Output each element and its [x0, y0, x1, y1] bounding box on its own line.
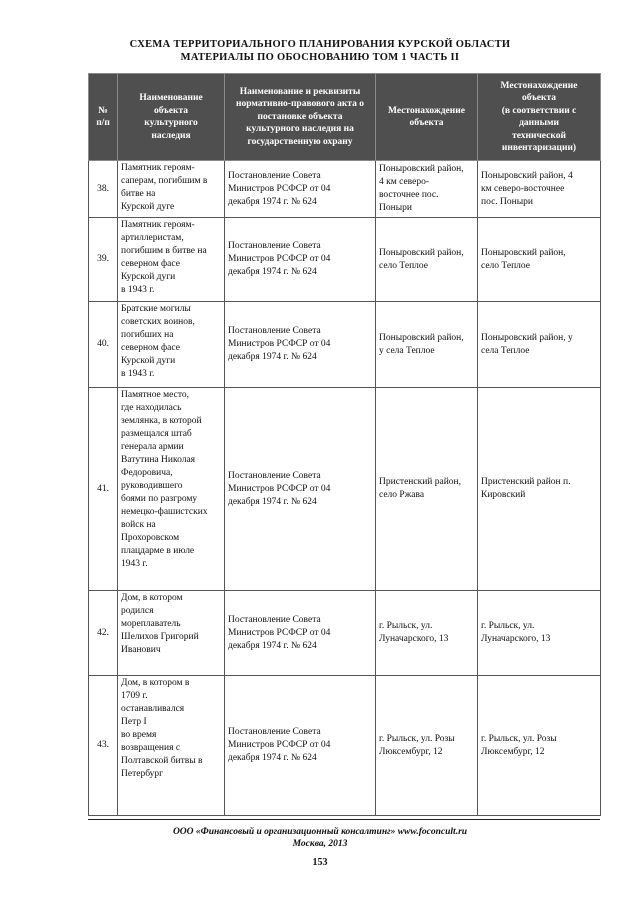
row-number: 39. — [89, 218, 118, 302]
column-header-number: № п/п — [89, 74, 118, 161]
object-location: г. Рыльск, ул. Луначарского, 13 — [376, 591, 478, 676]
table-row — [89, 388, 601, 591]
column-header-inventory-location: Местонахождение объекта (в соответствии с данными технической инвентаризации) — [478, 74, 601, 161]
footer-company: ООО «Финансовый и организационный консалтинг» www.foconcult.ru — [172, 827, 468, 837]
inventory-location: Поныровский район, у села Теплое — [478, 302, 601, 388]
row-number: 38. — [89, 161, 118, 218]
inventory-location: Поныровский район, 4 км северо-восточнее пос. Поныри — [478, 161, 601, 218]
document-subtitle: МАТЕРИАЛЫ ПО ОБОСНОВАНИЮ ТОМ 1 ЧАСТЬ II — [180, 52, 460, 63]
heritage-registry-table — [88, 73, 601, 816]
table-row — [89, 676, 601, 816]
page-number: 153 — [312, 857, 328, 868]
table-row — [89, 161, 601, 218]
object-name: Дом, в котором в 1709 г. останавливался Петр I во время возвращения с Полтавской битвы в Петербург — [118, 676, 225, 816]
object-location: Пристенский район, село Ржава — [376, 388, 478, 591]
object-location: г. Рыльск, ул. Розы Люксембург, 12 — [376, 676, 478, 816]
table-header-row — [89, 74, 601, 161]
document-header — [0, 38, 640, 64]
column-header-location: Местонахождение объекта — [376, 74, 478, 161]
object-name: Памятник героям- саперам, погибшим в битве на Курской дуге — [118, 161, 225, 218]
object-location: Поныровский район, село Теплое — [376, 218, 478, 302]
inventory-location: г. Рыльск, ул. Розы Люксембург, 12 — [478, 676, 601, 816]
column-header-object-name: Наименование объекта культурного наследия — [118, 74, 225, 161]
object-location: Поныровский район, 4 км северо- восточнее пос. Поныри — [376, 161, 478, 218]
row-number: 40. — [89, 302, 118, 388]
table-row — [89, 302, 601, 388]
document-title: СХЕМА ТЕРРИТОРИАЛЬНОГО ПЛАНИРОВАНИЯ КУРСКОЙ ОБЛАСТИ — [129, 39, 511, 50]
legal-act: Постановление Совета Министров РСФСР от 04 декабря 1974 г. № 624 — [225, 676, 376, 816]
row-number: 42. — [89, 591, 118, 676]
legal-act: Постановление Совета Министров РСФСР от 04 декабря 1974 г. № 624 — [225, 388, 376, 591]
inventory-location: Поныровский район, село Теплое — [478, 218, 601, 302]
column-header-legal-act: Наименование и реквизиты нормативно-правового акта о постановке объекта культурного наследия на государственную охрану — [225, 74, 376, 161]
legal-act: Постановление Совета Министров РСФСР от 04 декабря 1974 г. № 624 — [225, 591, 376, 676]
inventory-location: Пристенский район п. Кировский — [478, 388, 601, 591]
inventory-location: г. Рыльск, ул. Луначарского, 13 — [478, 591, 601, 676]
row-number: 41. — [89, 388, 118, 591]
object-name: Памятное место, где находилась землянка, в которой размещался штаб генерала армии Ватутина Николая Федоровича, руководившего боями по разгрому немецко-фашистских войск на Прохоровском плацдарме в июле 1943 г. — [118, 388, 225, 591]
legal-act: Постановление Совета Министров РСФСР от 04 декабря 1974 г. № 624 — [225, 218, 376, 302]
object-name: Памятник героям- артиллеристам, погибшим в битве на северном фасе Курской дуги в 1943 г. — [118, 218, 225, 302]
table-row — [89, 591, 601, 676]
legal-act: Постановление Совета Министров РСФСР от 04 декабря 1974 г. № 624 — [225, 302, 376, 388]
row-number: 43. — [89, 676, 118, 816]
object-location: Поныровский район, у села Теплое — [376, 302, 478, 388]
table-row — [89, 218, 601, 302]
footer-city-year: Москва, 2013 — [292, 839, 348, 849]
object-name: Братские могилы советских воинов, погибших на северном фасе Курской дуги в 1943 г. — [118, 302, 225, 388]
footer-divider — [88, 819, 600, 820]
legal-act: Постановление Совета Министров РСФСР от 04 декабря 1974 г. № 624 — [225, 161, 376, 218]
object-name: Дом, в котором родился мореплаватель Шелихов Григорий Иванович — [118, 591, 225, 676]
